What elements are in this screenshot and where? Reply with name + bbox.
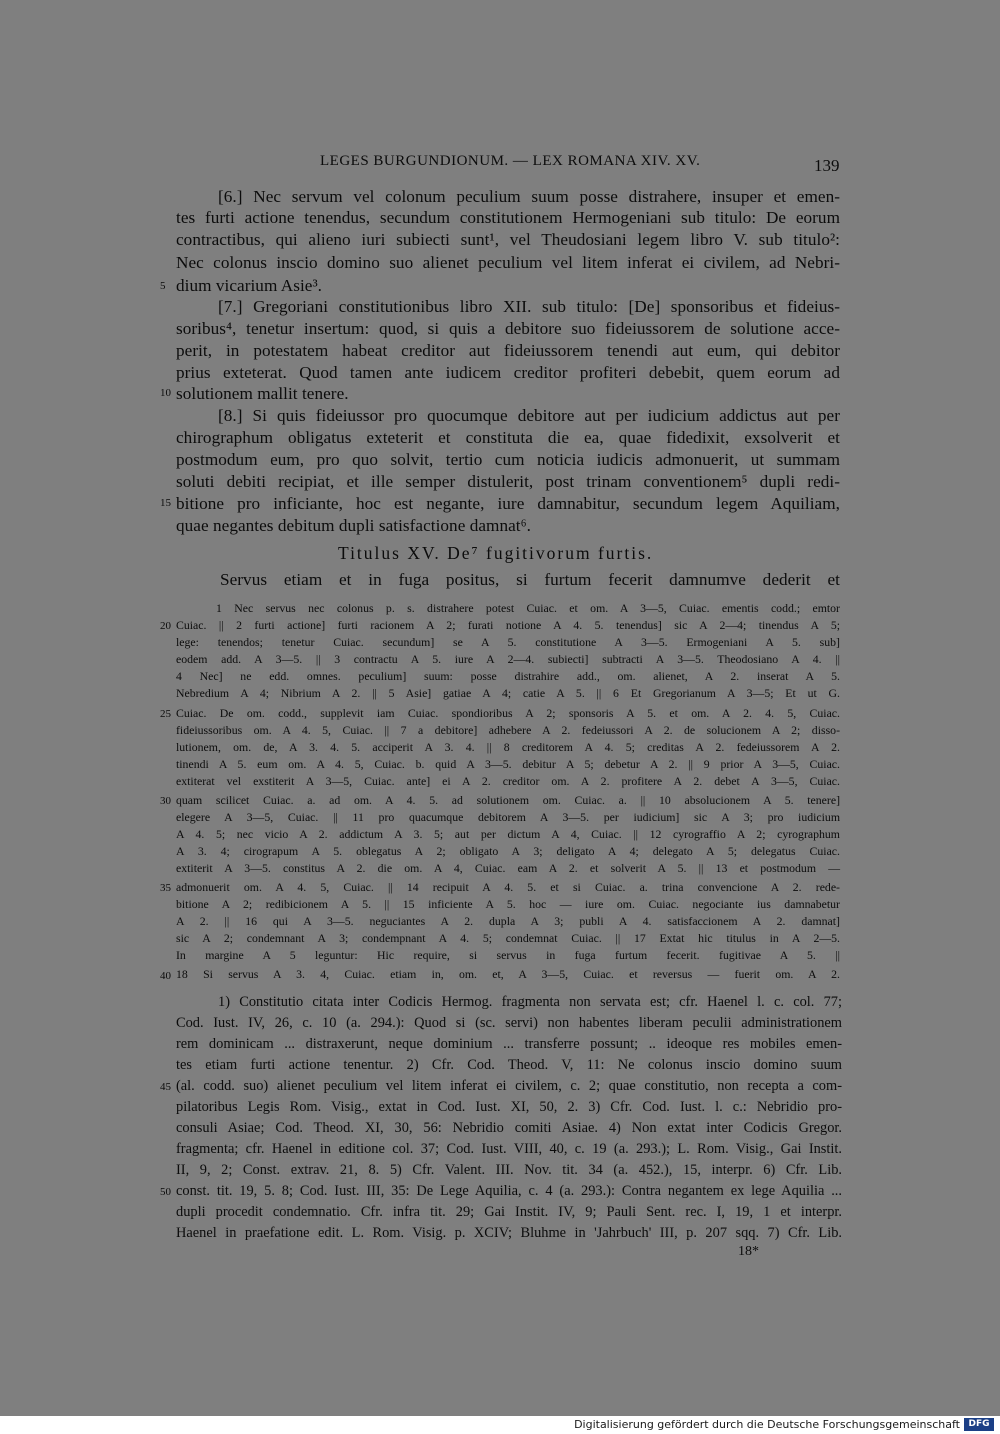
text-line: tes furti actione tenendus, secundum constitutionem Hermogeniani sub titulo: De eorum [176, 208, 840, 227]
line-number: 30 [160, 795, 171, 807]
line-number: 50 [160, 1186, 171, 1198]
apparatus-line: quam scilicet Cuiac. a. ad om. A 4. 5. ad solutionem om. Cuiac. a. || 10 absolucionem A 5. tenere] [176, 793, 840, 807]
footnote-line: 1) Constitutio citata inter Codicis Hermog. fragmenta non servata est; cfr. Haenel l. c. col. 77; [218, 994, 842, 1010]
footnote-line: consuli Asiae; Cod. Theod. XI, 30, 56: Nebridio comiti Asiae. 4) Non extat inter Codicis Gregor. [176, 1120, 842, 1136]
text-line: dium vicarium Asie³. [176, 276, 323, 295]
footnote-line: fragmenta; cfr. Haenel in editione col. 37; Cod. Iust. VIII, 40, c. 19 (a. 293.); L. Rom. Visig., Gai Instit. [176, 1141, 842, 1157]
section-title: Titulus XV. De⁷ fugitivorum furtis. [338, 543, 654, 563]
footnote-line: tes etiam furti actione tenentur. 2) Cfr. Cod. Theod. V, 11: Ne colonus inscio domino suum [176, 1057, 842, 1073]
apparatus-line: lege: tenendos; tenetur Cuiac. secundum] se A 5. constitutione A 3—5. Ermogeniani A 5. sub] [176, 635, 840, 649]
apparatus-line: 4 Nec] ne edd. omnes. peculium] suum: posse distrahire add., om. alienet, A 2. inserat A 5. [176, 669, 840, 683]
footnote-line: const. tit. 19, 5. 8; Cod. Iust. III, 35: De Lege Aquilia, c. 4 (a. 293.): Contra negantem ex lege Aquilia ... [176, 1183, 842, 1199]
dfg-logo-icon: DFG [964, 1418, 994, 1431]
apparatus-line: admonuerit om. A 4. 5, Cuiac. || 14 recipuit A 4. 5. et si Cuiac. a. trina convencione A 2. rede- [176, 880, 840, 894]
running-title: LEGES BURGUNDIONUM. — LEX ROMANA XIV. XV. [320, 153, 701, 169]
apparatus-line: tinendi A 5. eum om. A 4. 5, Cuiac. b. quid A 3—5. debitur A 5; debetur A 2. || 9 prior A 3—5, Cuiac. [176, 757, 840, 771]
apparatus-line: extiterat vel exstiterit A 3—5, Cuiac. ante] ei A 2. creditor om. A 2. profitere A 2. debet A 3—5, Cuiac. [176, 774, 840, 788]
footnote-line: Haenel in praefatione edit. L. Rom. Visig. p. XCIV; Bluhme in 'Jahrbuch' III, p. 207 sqq. 7) Cfr. Lib. [176, 1225, 842, 1241]
line-number: 35 [160, 882, 171, 894]
line-number: 20 [160, 620, 171, 632]
text-line: [8.] Si quis fideiussor pro quocumque debitore aut per iudicium addictus aut per [218, 406, 840, 425]
text-line: soribus⁴, tenetur insertum: quod, si quis a debitore suo fideiussorem de solutione acce- [176, 319, 840, 338]
text-line: Nec colonus inscio domino suo alienet peculium vel litem inferat ei civilem, ad Nebri- [176, 253, 840, 272]
footnote-line: Cod. Iust. IV, 26, c. 10 (a. 294.): Quod si (sc. servi) non habentes liberam peculii administrationem [176, 1015, 842, 1031]
footnote-line: dupli procedit condemnatio. Cfr. infra tit. 29; Gai Instit. IV, 9; Pauli Sent. rec. I, 19, 1 et interpr. [176, 1204, 842, 1220]
line-number: 5 [160, 280, 166, 292]
apparatus-line: sic A 2; condemnant A 3; condempnant A 4. 5; condemnat Cuiac. || 17 Extat hic titulus in A 2—5. [176, 931, 840, 945]
apparatus-line: Nebredium A 4; Nibrium A 2. || 5 Asie] gatiae A 4; catie A 5. || 6 Et Gregorianum A 3—5; Et ut G. [176, 686, 840, 700]
apparatus-line: In margine A 5 leguntur: Hic require, si servus in fuga furtum fecerit. fugitivae A 5. || [176, 948, 840, 962]
apparatus-line: A 2. || 16 qui A 3—5. neguciantes A 2. dupla A 3; publi A 4. satisfaccionem A 2. damnat] [176, 914, 840, 928]
signature-mark: 18* [738, 1244, 759, 1259]
text-line: quae negantes debitum dupli satisfactione damnat⁶. [176, 516, 532, 535]
apparatus-line: Cuiac. De om. codd., supplevit iam Cuiac. spondioribus A 2; sponsoris A 5. et om. A 2. 4. 5, Cuiac. [176, 706, 840, 720]
text-line: solutionem mallit tenere. [176, 384, 349, 403]
apparatus-line: bitione A 2; redibicionem A 5. || 15 inficiente A 5. hoc — iure om. Cuiac. negociante ius damnabetur [176, 897, 840, 911]
apparatus-line: eodem add. A 3—5. || 3 contractu A 5. iure A 2—4. subiecti] subtracti A 3—5. Theodosiano A 4. || [176, 652, 840, 666]
footnote-line: II, 9, 2; Const. extrav. 21, 8. 5) Cfr. Valent. III. Nov. tit. 34 (a. 452.), 15, interpr. 6) Cfr. Lib. [176, 1162, 842, 1178]
apparatus-line: fideiussoribus om. A 4. 5, Cuiac. || 7 a debitore] adhebere A 2. fedeiussori A 2. de solucionem A 2; disso- [176, 723, 840, 737]
line-number: 25 [160, 708, 171, 720]
text-line: bitione pro inficiante, hoc est negante, iure damnabitur, secundum legem Aquiliam, [176, 494, 840, 513]
line-number: 15 [160, 497, 171, 509]
page-number: 139 [814, 156, 840, 175]
text-line: soluti debiti recipiat, et ille semper distulerit, post trinam conventionem⁵ dupli redi- [176, 472, 840, 491]
apparatus-line: A 4. 5; nec vicio A 2. addictum A 3. 5; aut per dictum A 4, Cuiac. || 12 cyrograffio A 2; cyrographum [176, 827, 840, 841]
apparatus-line: A 3. 4; cirograpum A 5. oblegatus A 2; obligato A 3; deligato A 4; delegato A 5; delegatus Cuiac. [176, 844, 840, 858]
text-line: perit, in potestatem habeat creditor aut fideiussorem tenendi aut eum, qui debitor [176, 341, 840, 360]
line-number: 45 [160, 1081, 171, 1093]
text-line: prius exteterat. Quod tamen ante iudicem creditor profiteri debebit, quem eorum ad [176, 363, 840, 382]
apparatus-line: extiterit A 3—5. constitus A 2. die om. A 4, Cuiac. eam A 2. et solverit A 5. || 13 et postmodum — [176, 861, 840, 875]
text-line: chirographum obligatus exteterit et constituta die ea, quae fidedixit, exsolverit et [176, 428, 840, 447]
apparatus-line: 1 Nec servus nec colonus p. s. distrahere potest Cuiac. et om. A 3—5, Cuiac. ementis codd.; emtor [216, 601, 840, 615]
text-line: [7.] Gregoriani constitutionibus libro XII. sub titulo: [De] sponsoribus et fideius- [218, 297, 840, 316]
apparatus-line: 18 Si servus A 3. 4, Cuiac. etiam in, om. et, A 3—5, Cuiac. et reversus — fuerit om. A 2. [176, 967, 840, 981]
text-line: contractibus, qui alieno iuri subiecti sunt¹, vel Theudosiani legem libro V. sub titulo²: [176, 230, 840, 249]
text-line: [6.] Nec servum vel colonum peculium suum posse distrahere, insuper et emen- [218, 187, 840, 206]
line-number: 10 [160, 387, 171, 399]
funding-note: Digitalisierung gefördert durch die Deutsche Forschungsgemeinschaft [574, 1418, 960, 1431]
apparatus-line: lutionem, om. de, A 3. 4. 5. acciperit A 3. 4. || 8 creditorem A 4. 5; creditas A 2. fedeiussorem A 2. [176, 740, 840, 754]
footnote-line: pilatoribus Legis Rom. Visig., extat in Cod. Iust. XI, 50, 2. 3) Cfr. Cod. Iust. l. c.: Nebridio pro- [176, 1099, 842, 1115]
apparatus-line: elegere A 3—5, Cuiac. || 11 pro quacumque debitorem A 3—5. per iudicium] sic A 3; pro iudicium [176, 810, 840, 824]
text-line: Servus etiam et in fuga positus, si furtum fecerit damnumve dederit et [220, 570, 840, 589]
footer-bar [0, 1416, 1000, 1434]
apparatus-line: Cuiac. || 2 furti actione] furti racionem A 2; furati notione A 4. 5. tenendus] sic A 2—4; tinendus A 5; [176, 618, 840, 632]
text-line: postmodum eum, pro quo solvit, tertio cum noticia iudicis admonuerit, ut summam [176, 450, 840, 469]
footnote-line: (al. codd. suo) alienet peculium vel litem inferat ei civilem, c. 2; quae constitutio, non recepta a com- [176, 1078, 842, 1094]
footnote-line: rem dominicam ... distraxerunt, neque dominium ... transferre possunt; .. ideoque res mobiles emen- [176, 1036, 842, 1052]
line-number: 40 [160, 970, 171, 982]
